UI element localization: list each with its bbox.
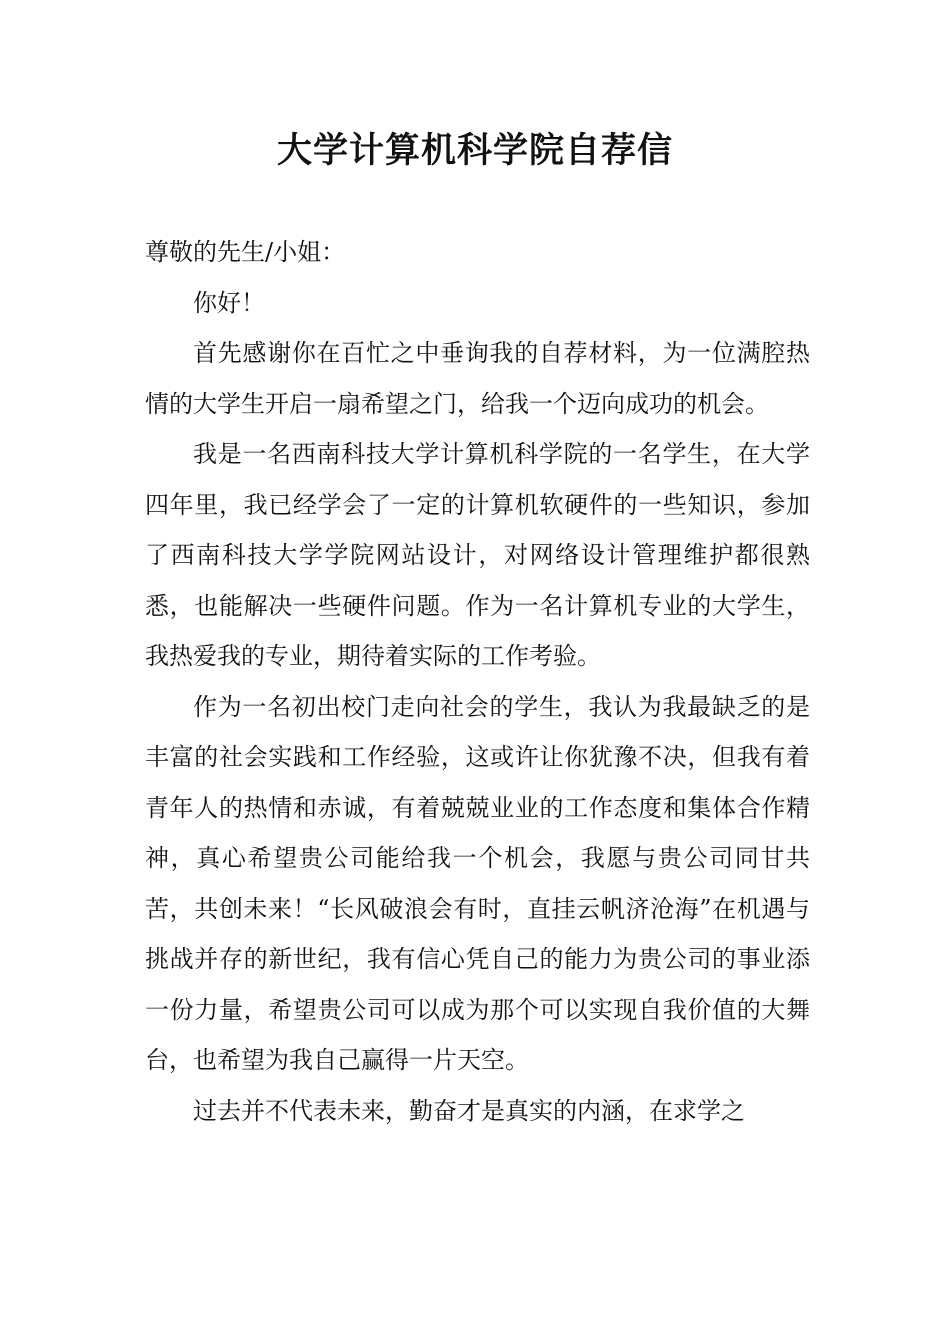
paragraph-1: 首先感谢你在百忙之中垂询我的自荐材料，为一位满腔热情的大学生开启一扇希望之门，给我一个迈向成功的机会。 (145, 339, 810, 418)
salutation: 尊敬的先生/小姐： (145, 238, 346, 266)
letter-body (145, 227, 810, 1136)
greeting: 你好！ (193, 288, 265, 317)
paragraph-3: 作为一名初出校门走向社会的学生，我认为我最缺乏的是丰富的社会实践和工作经验，这或许让你犹豫不决，但我有着青年人的热情和赤诚，有着兢兢业业的工作态度和集体合作精神，真心希望贵公司能给我一个机会，我愿与贵公司同甘共苦，共创未来！“长风破浪会有时，直挂云帆济沧海”在机遇与挑战并存的新世纪，我有信心凭自己的能力为贵公司的事业添一份力量，希望贵公司可以成为那个可以实现自我价值的大舞台，也希望为我自己赢得一片天空。 (145, 692, 810, 1074)
paragraph-4: 过去并不代表未来，勤奋才是真实的内涵，在求学之 (193, 1096, 745, 1125)
document-title: 大学计算机科学院自荐信 (276, 131, 673, 171)
paragraph-2: 我是一名西南科技大学计算机科学院的一名学生，在大学四年里，我已经学会了一定的计算机软硬件的一些知识，参加了西南科技大学学院网站设计，对网络设计管理维护都很熟悉，也能解决一些硬件问题。作为一名计算机专业的大学生，我热爱我的专业，期待着实际的工作考验。 (145, 440, 810, 670)
